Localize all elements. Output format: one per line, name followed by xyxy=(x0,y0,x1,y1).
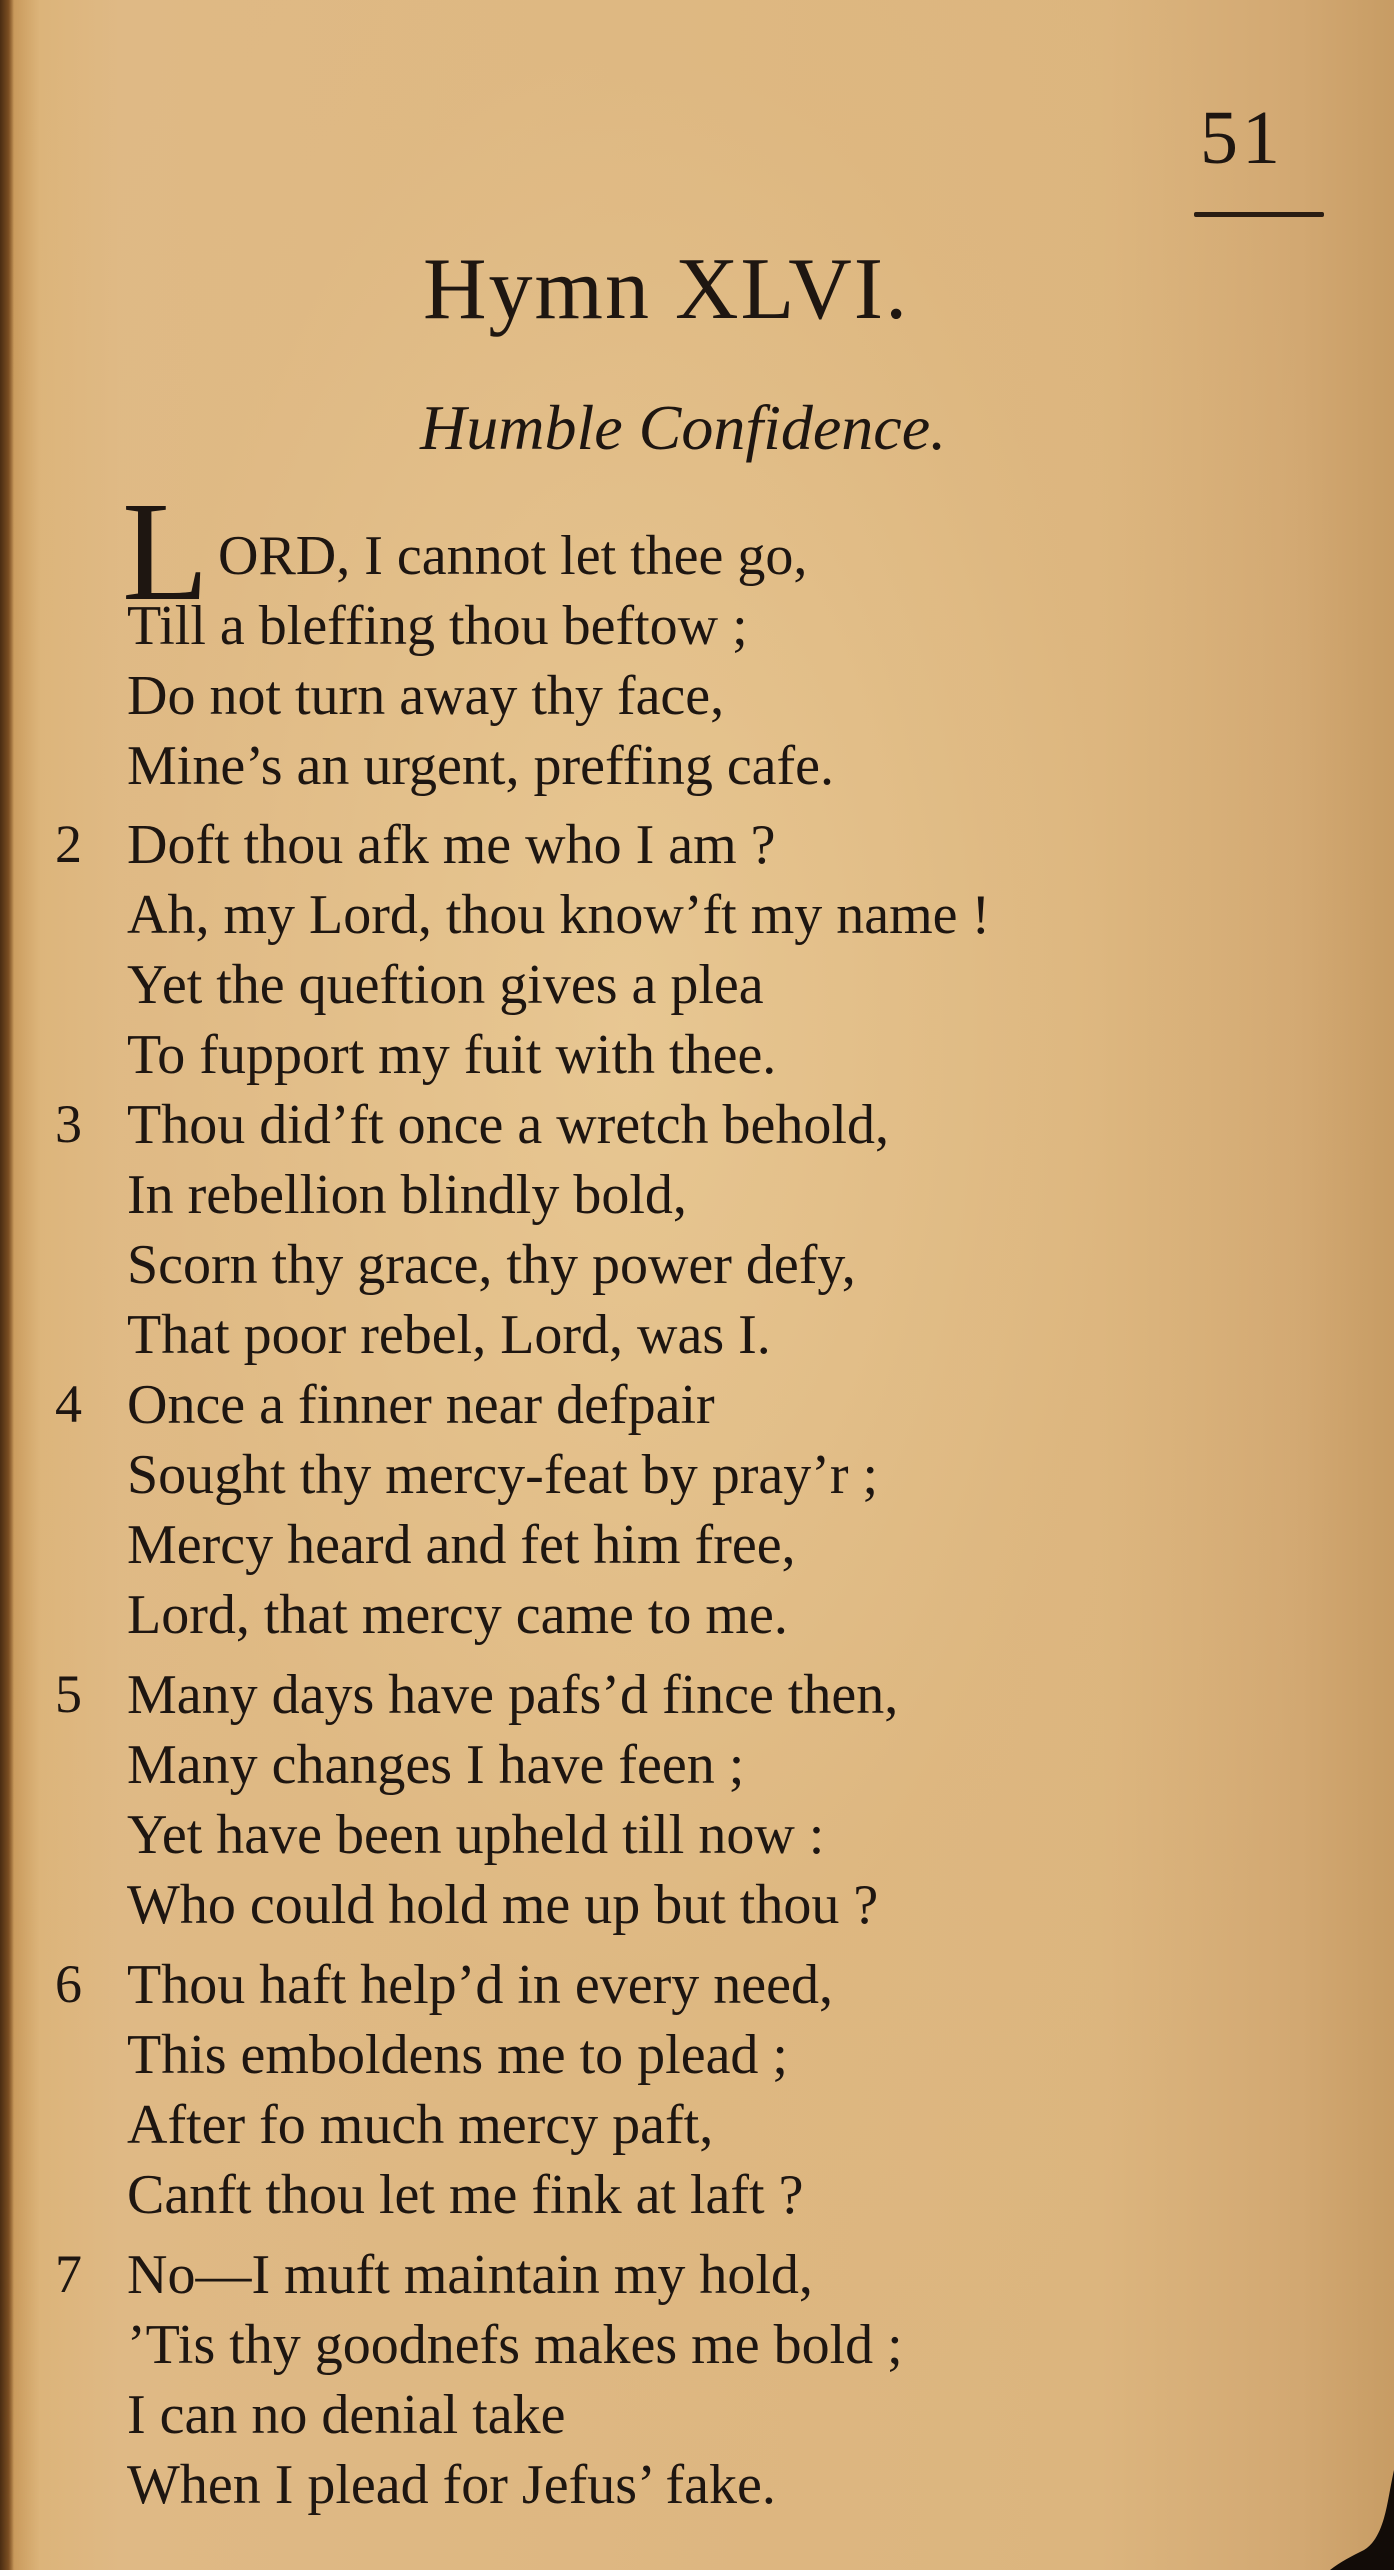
verse-number: 7 xyxy=(55,2244,82,2304)
hymn-title: Hymn XLVI. xyxy=(423,241,910,338)
verse-line: ORD, I cannot let thee go, xyxy=(218,525,808,587)
verse-line: Scorn thy grace, thy power defy, xyxy=(127,1234,856,1296)
hymn-subtitle: Humble Confidence. xyxy=(420,392,947,463)
verse-line: To fupport my fuit with thee. xyxy=(127,1024,777,1086)
verse-line: ’Tis thy goodnefs makes me bold ; xyxy=(127,2314,903,2376)
page-spine-edge xyxy=(0,0,14,2570)
verse-number: 6 xyxy=(55,1954,82,2014)
verse-number: 4 xyxy=(55,1374,82,1434)
verse-number: 3 xyxy=(55,1094,82,1154)
verse-line: That poor rebel, Lord, was I. xyxy=(127,1304,771,1366)
verse-line: In rebellion blindly bold, xyxy=(127,1164,687,1226)
verse-line: I can no denial take xyxy=(127,2384,566,2446)
verse-line: Canft thou let me fink at laft ? xyxy=(127,2164,804,2226)
verse-line: Who could hold me up but thou ? xyxy=(127,1874,879,1936)
verse-line: Yet have been upheld till now : xyxy=(127,1804,825,1866)
verse-line: This emboldens me to plead ; xyxy=(127,2024,788,2086)
verse-line: Doft thou afk me who I am ? xyxy=(127,814,776,876)
drop-cap: L xyxy=(122,472,209,630)
verse-line: After fo much mercy paft, xyxy=(127,2094,714,2156)
verse-line: Thou did’ft once a wretch behold, xyxy=(127,1094,889,1156)
verse-line: Till a bleffing thou beftow ; xyxy=(127,595,748,657)
verse-line: Many days have pafs’d fince then, xyxy=(127,1664,899,1726)
verse-line: No—I muft maintain my hold, xyxy=(127,2244,813,2306)
verse-line: Sought thy mercy-feat by pray’r ; xyxy=(127,1444,879,1506)
header-rule xyxy=(1194,212,1324,217)
verse-line: Ah, my Lord, thou know’ft my name ! xyxy=(127,884,991,946)
corner-ornament-icon xyxy=(1330,2470,1394,2570)
verse-line: When I plead for Jefus’ fake. xyxy=(127,2454,776,2516)
verse-line: Many changes I have feen ; xyxy=(127,1734,745,1796)
verse-line: Do not turn away thy face, xyxy=(127,665,725,727)
verse-number: 2 xyxy=(55,814,82,874)
verse-number: 5 xyxy=(55,1664,82,1724)
verse-line: Lord, that mercy came to me. xyxy=(127,1584,788,1646)
verse-line: Thou haft help’d in every need, xyxy=(127,1954,833,2016)
verse-line: Once a finner near defpair xyxy=(127,1374,715,1436)
verse-line: Yet the queftion gives a plea xyxy=(127,954,764,1016)
verse-line: Mine’s an urgent, preffing cafe. xyxy=(127,735,835,797)
page-number: 51 xyxy=(1200,96,1284,180)
verse-line: Mercy heard and fet him free, xyxy=(127,1514,796,1576)
